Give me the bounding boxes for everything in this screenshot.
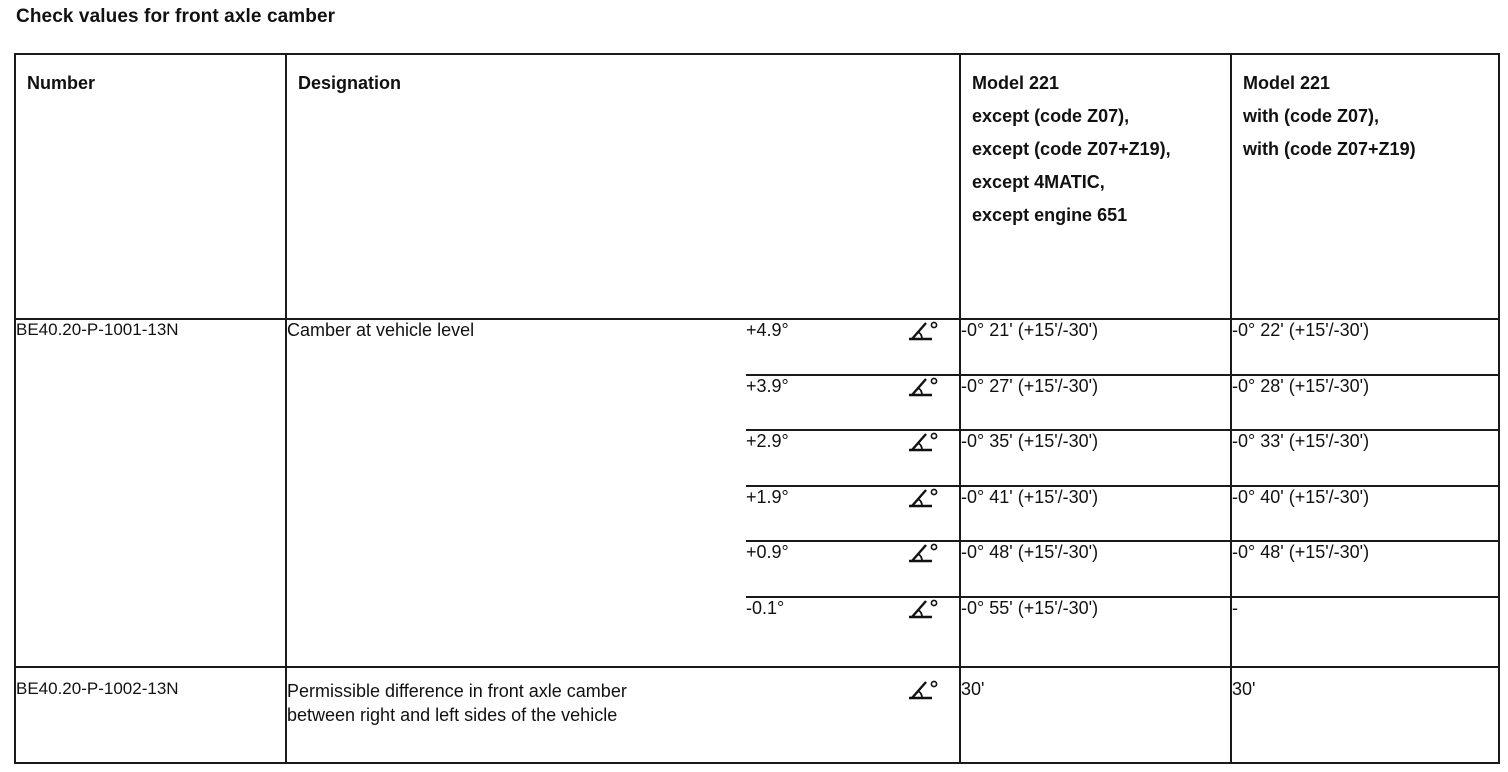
angle-cell: -0.1° [746,597,886,668]
difference-number-cell: BE40.20-P-1002-13N [15,667,286,763]
icon-cell [886,597,960,668]
camber-angle-icon [906,679,940,701]
camber-angle-icon [906,320,940,342]
camber-check-values-table [14,53,1500,764]
model-b-value: -0° 28' (+15'/-30') [1231,375,1499,430]
header-model-221-with [1231,54,1499,319]
header-model-b-line: Model 221 [1243,73,1331,93]
header-model-221-except [960,54,1231,319]
icon-cell [886,541,960,596]
model-a-value: -0° 21' (+15'/-30') [960,319,1231,374]
header-model-b-line: with (code Z07+Z19) [1243,139,1416,159]
camber-number-cell: BE40.20-P-1001-13N [15,319,286,667]
model-b-value: -0° 40' (+15'/-30') [1231,486,1499,541]
angle-cell: +0.9° [746,541,886,596]
icon-cell [886,486,960,541]
angle-cell: +2.9° [746,430,886,485]
angle-cell: +4.9° [746,319,886,374]
angle-cell: +1.9° [746,486,886,541]
model-a-value: 30' [960,667,1231,763]
difference-designation-line: between right and left sides of the vehicle [287,705,618,726]
header-model-a-line: except (code Z07+Z19), [972,139,1171,159]
angle-cell: +3.9° [746,375,886,430]
model-a-value: -0° 35' (+15'/-30') [960,430,1231,485]
camber-angle-icon [906,431,940,453]
model-b-value: -0° 22' (+15'/-30') [1231,319,1499,374]
table-header-row [15,54,1499,319]
camber-angle-icon [906,542,940,564]
model-b-value: -0° 48' (+15'/-30') [1231,541,1499,596]
model-b-value: - [1231,597,1499,668]
icon-cell [886,667,960,763]
difference-designation-line: Permissible difference in front axle camber [287,681,627,702]
difference-designation-cell [286,667,886,763]
camber-angle-icon [906,376,940,398]
table-row [15,319,1499,374]
camber-angle-icon [906,598,940,620]
header-designation: Designation [286,54,960,319]
model-a-value: -0° 41' (+15'/-30') [960,486,1231,541]
header-model-a-line: Model 221 [972,73,1060,93]
icon-cell [886,319,960,374]
icon-cell [886,430,960,485]
header-model-a-line: except 4MATIC, [972,172,1105,192]
model-a-value: -0° 48' (+15'/-30') [960,541,1231,596]
model-a-value: -0° 27' (+15'/-30') [960,375,1231,430]
header-number: Number [15,54,286,319]
model-b-value: -0° 33' (+15'/-30') [1231,430,1499,485]
header-model-b-line: with (code Z07), [1243,106,1380,126]
header-model-a-line: except (code Z07), [972,106,1130,126]
camber-designation-cell: Camber at vehicle level [286,319,746,667]
model-b-value: 30' [1231,667,1499,763]
page-title: Check values for front axle camber [16,6,336,27]
header-model-a-line: except engine 651 [972,205,1128,225]
model-a-value: -0° 55' (+15'/-30') [960,597,1231,668]
icon-cell [886,375,960,430]
table-row [15,667,1499,763]
camber-angle-icon [906,487,940,509]
